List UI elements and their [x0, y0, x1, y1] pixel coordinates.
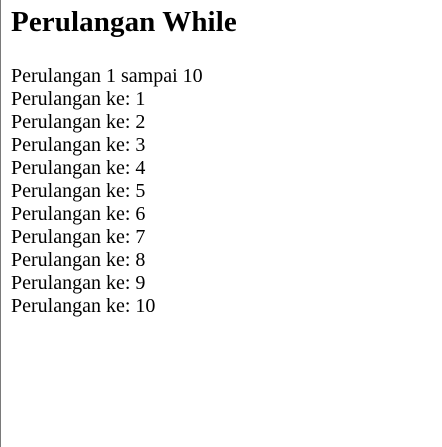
- loop-line-4: Perulangan ke: 4: [11, 157, 146, 179]
- page-title: Perulangan While: [11, 6, 237, 38]
- loop-line-7: Perulangan ke: 7: [11, 226, 146, 248]
- output-lines: [11, 65, 442, 318]
- loop-line-8: Perulangan ke: 8: [11, 249, 146, 271]
- intro-line: Perulangan 1 sampai 10: [11, 65, 203, 87]
- loop-line-3: Perulangan ke: 3: [11, 134, 146, 156]
- loop-line-5: Perulangan ke: 5: [11, 180, 146, 202]
- page-content: [11, 6, 442, 318]
- loop-line-9: Perulangan ke: 9: [11, 272, 146, 294]
- loop-line-10: Perulangan ke: 10: [11, 295, 156, 317]
- window-left-edge: [0, 0, 1, 447]
- loop-line-6: Perulangan ke: 6: [11, 203, 146, 225]
- loop-line-1: Perulangan ke: 1: [11, 88, 146, 110]
- loop-line-2: Perulangan ke: 2: [11, 111, 146, 133]
